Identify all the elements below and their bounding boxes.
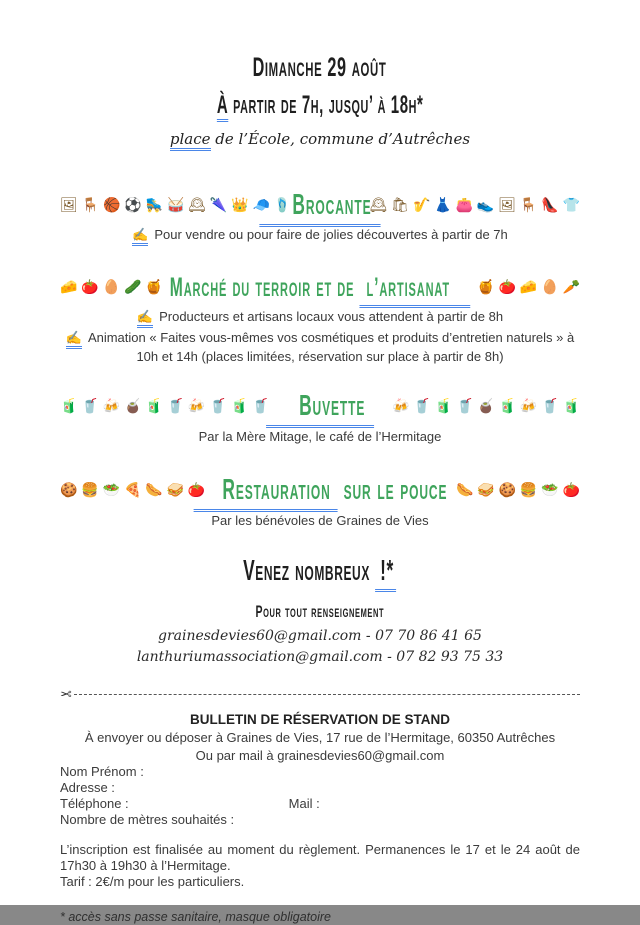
venez-nombreux-line [60,555,580,588]
brocante-bullet-text: Pour vendre ou pour faire de jolies découvertes à partir de 7h [154,227,508,242]
marche-bullet-2 [60,330,580,365]
section-restauration [60,473,580,529]
field-mail: Mail : [288,796,320,811]
event-location [60,130,580,148]
section-brocante [60,188,580,246]
buvette-subtext: Par la Mère Mitage, le café de l’Hermitage [198,429,442,444]
buvette-title-text: Buvette [266,390,374,428]
marche-bullet-1 [60,309,580,328]
buvette-emojis-right-icon: 🍻 🥤 🧃 🥤 🧉 🧃 🍻 🥤 🧃 [391,397,580,414]
hours-text: partir de 7h, jusqu’ à 18h* [228,91,424,119]
inscription-note: L’inscription est finalisée au moment du règlement. Permanences le 17 et le 24 août de 17h30 à 19h30 à l’Hermitage. [60,842,580,873]
brocante-title-row [60,188,580,222]
writing-hand-icon: ✍ [66,330,82,349]
field-metres: Nombre de mètres souhaités : [60,812,235,827]
location-underlined-word: place [170,130,211,151]
restauration-title-post: sur le pouce [337,474,447,506]
renseignement-text: Pour tout renseignement [255,602,385,621]
contact-email-2: lanthuriumassociation@gmail.com - 07 82 93 75 33 [136,649,504,665]
field-row-tel-mail [60,796,580,812]
renseignement-heading [60,602,580,622]
restauration-title-row [60,473,580,507]
field-adresse: Adresse : [60,780,115,795]
restauration-emojis-left-icon: 🍪 🍔 🥗 🍕 🌭 🥪 🍅 [60,481,206,498]
marche-bullet-2-text: Animation « Faites vous-mêmes vos cosmétiques et produits d’entretien naturels » à 10h et 14h (places limitées, réservation sur place à partir de 8h) [87,330,575,364]
venez-underlined: !* [376,555,397,592]
marche-title-underlined: l’artisanat [359,272,470,308]
cut-here-line [60,686,580,703]
brocante-emojis-left-icon: 🖼 🪑 🏀 ⚽ 🛼 🥁 🕰 🌂 👑 🧢 🩴 [60,196,292,213]
event-date-text: Dimanche 29 août [253,52,387,82]
event-hours [60,91,580,120]
buvette-emojis-left-icon: 🧃 🥤 🍻 🧉 🧃 🥤 🍻 🥤 🧃 🥤 [60,397,270,414]
brocante-emojis-right-icon: 🕰 🛍 🎷 👗 👛 👟 🖼 🪑 👠 👕 [369,196,580,213]
field-telephone: Téléphone : [60,796,129,811]
field-nom-prenom: Nom Prénom : [60,764,144,779]
hours-underlined-letter: À [217,91,228,122]
form-send-line-2: Ou par mail à grainesdevies60@gmail.com [195,748,445,763]
marche-emojis-left-icon: 🧀 🍅 🥚 🥒 🍯 [60,278,163,295]
marche-bullet-1-text: Producteurs et artisans locaux vous attendent à partir de 8h [159,309,504,324]
restauration-title-underlined: Restauration [193,474,337,512]
section-buvette [60,389,580,445]
restauration-subtext: Par les bénévoles de Graines de Vies [211,513,429,528]
venez-text: Venez nombreux [243,555,376,587]
section-marche [60,270,580,365]
marche-title-row [60,270,580,304]
flyer-header [60,52,580,148]
tarif-line: Tarif : 2€/m pour les particuliers. [60,874,245,889]
form-send-line-1: À envoyer ou déposer à Graines de Vies, 17 rue de l’Hermitage, 60350 Autrêches [84,730,556,745]
restauration-emojis-right-icon: 🌭 🥪 🍪 🍔 🥗 🍅 [455,481,580,498]
writing-hand-icon: ✍ [137,309,153,328]
event-date-title [60,52,580,83]
brocante-title-text: Brocante [259,189,380,227]
buvette-title-row [60,389,580,423]
form-title: BULLETIN DE RÉSERVATION DE STAND [189,712,450,727]
contact-email-1: grainesdevies60@gmail.com - 07 70 86 41 65 [158,628,482,644]
sanitary-footnote: * accès sans passe sanitaire, masque obligatoire [60,910,331,924]
scissors-icon: ✂ [60,686,72,702]
marche-title-pre: Marché du terroir et de [169,272,360,302]
marche-emojis-right-icon: 🍯 🍅 🧀 🥚 🥕 [477,278,580,295]
dashed-divider [74,694,580,695]
brocante-bullet [60,227,580,246]
location-text: de l’École, commune d’Autrêches [210,130,471,148]
reservation-form [60,712,580,925]
writing-hand-icon: ✍ [132,227,148,246]
